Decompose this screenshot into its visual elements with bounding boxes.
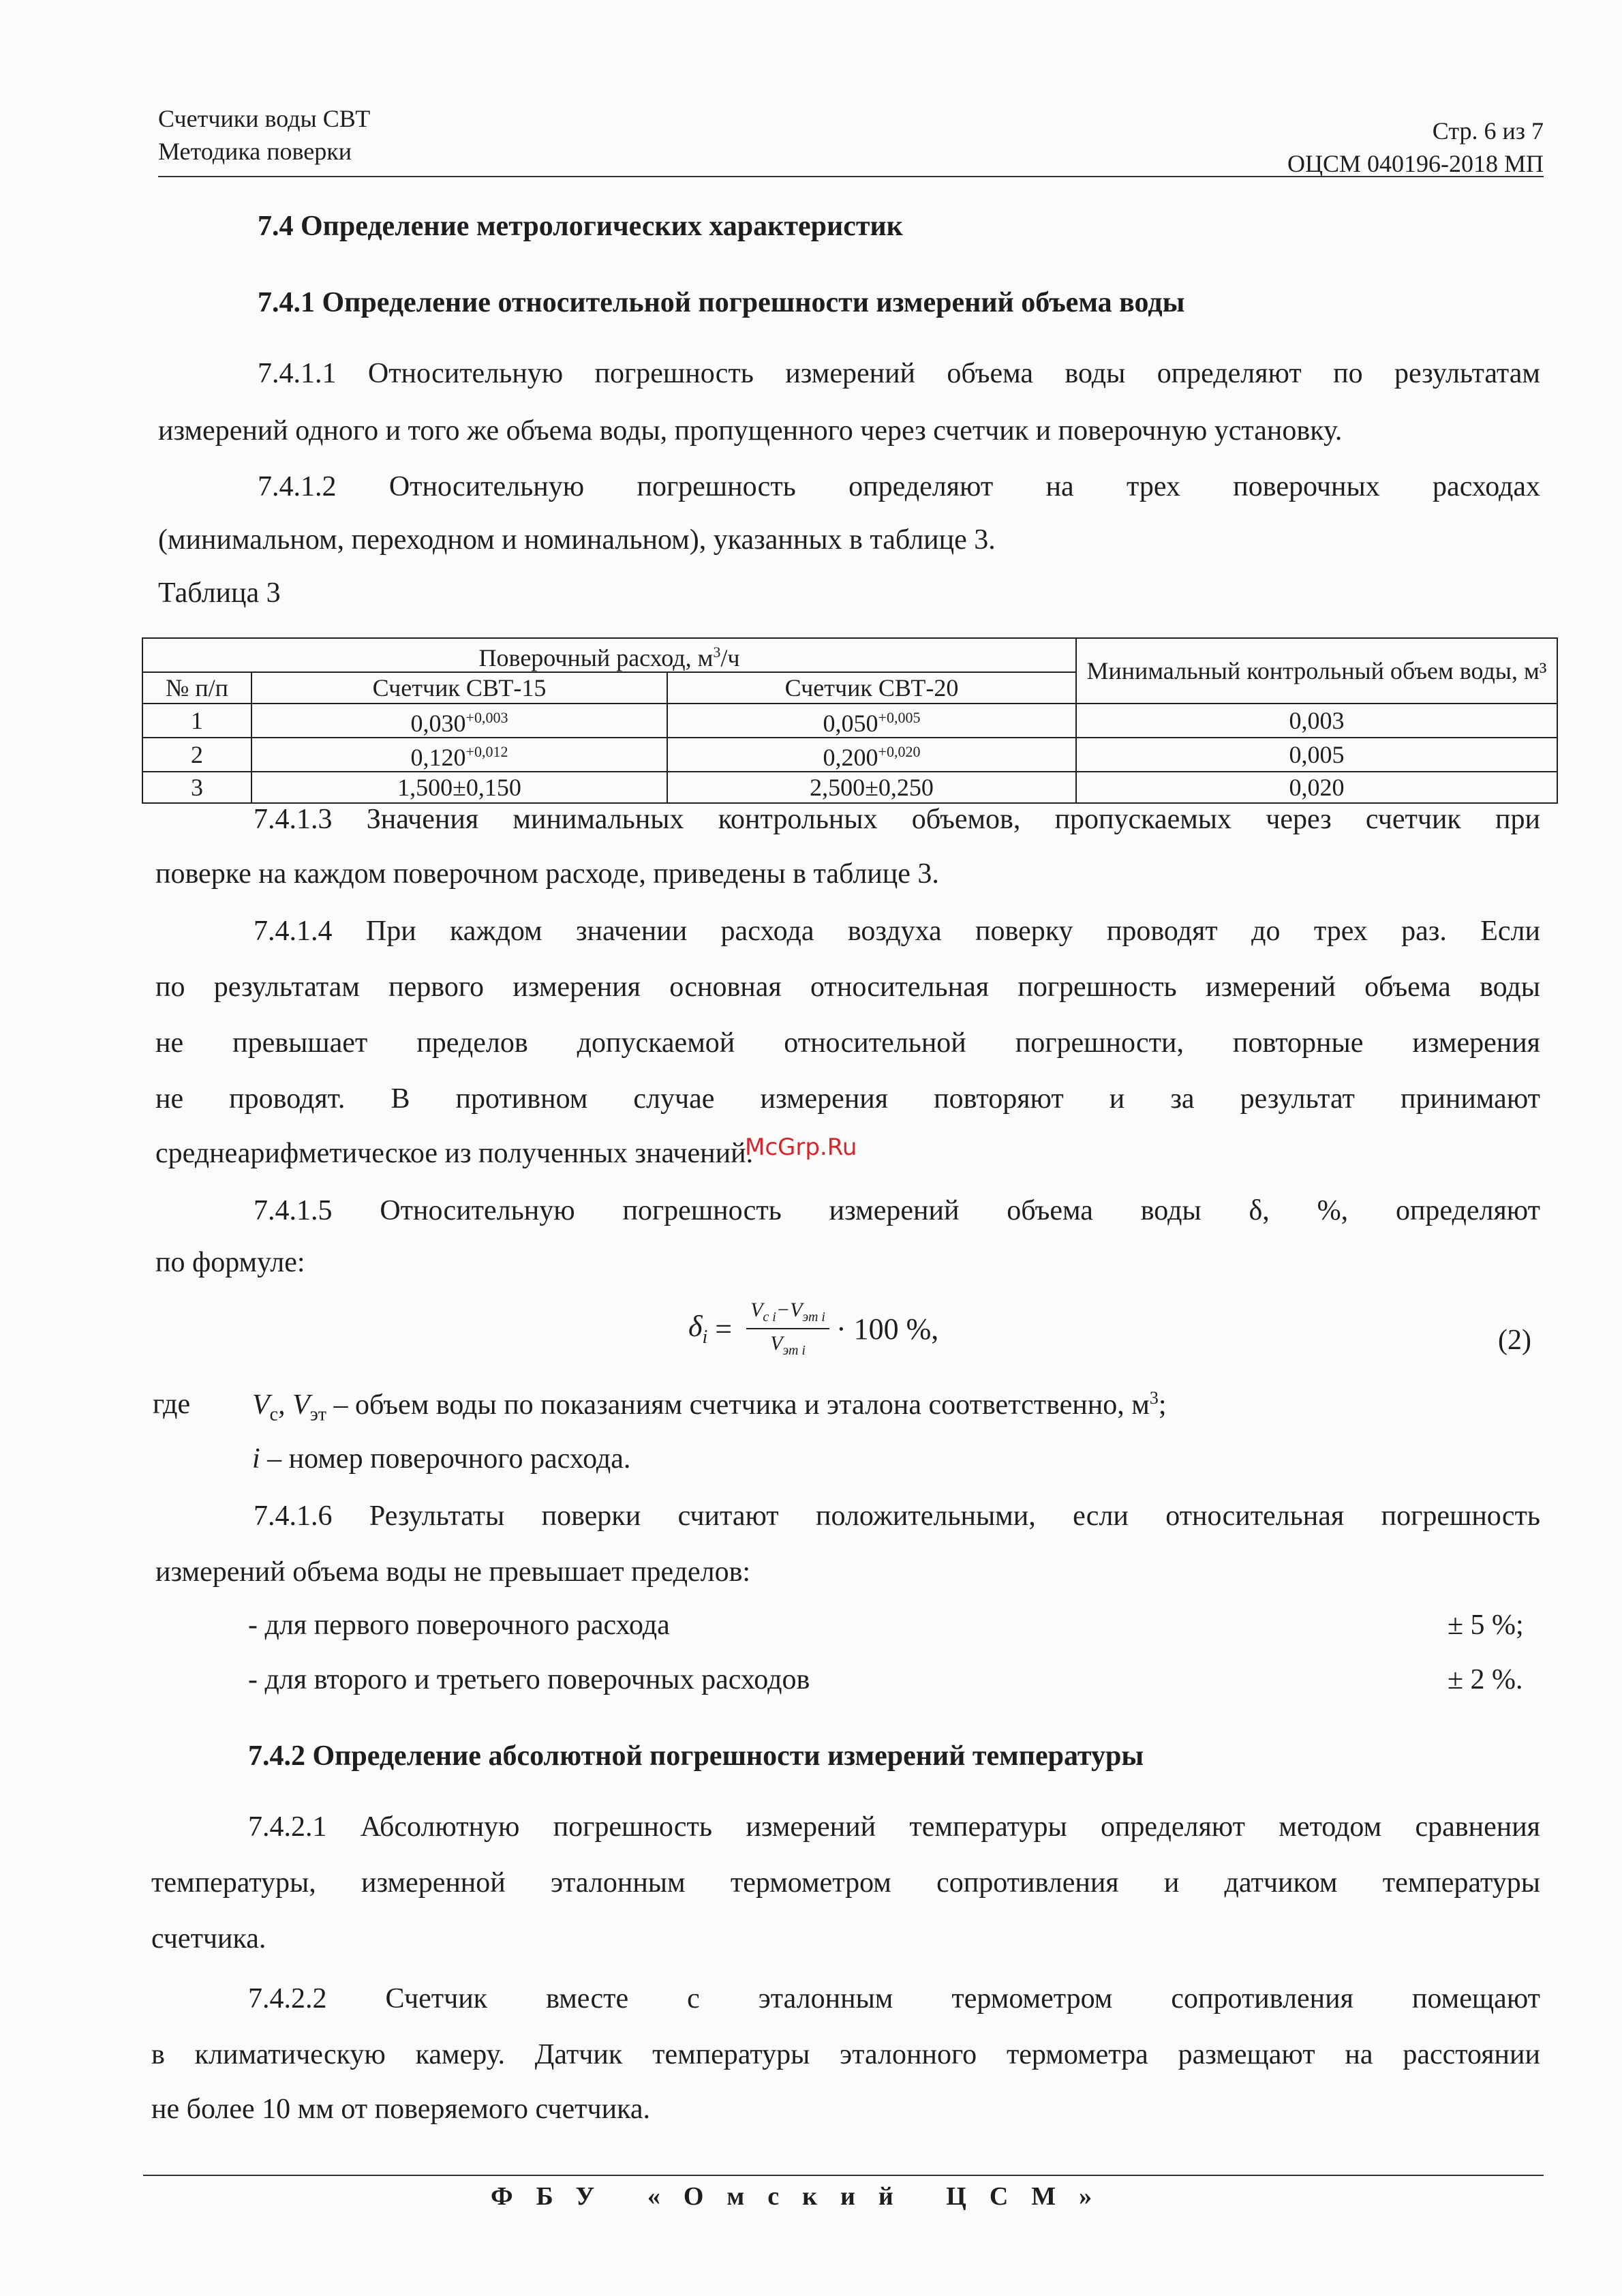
section-7-4-2-title: 7.4.2 Определение абсолютной погрешности измерений температуры bbox=[248, 1740, 1144, 1772]
footer-divider bbox=[143, 2175, 1544, 2176]
table-header-svt20: Счетчик СВТ-20 bbox=[667, 672, 1076, 704]
table-header-flow: Поверочный расход, $м^3/ч$ bbox=[142, 638, 1076, 672]
table-cell-svt20: $0,050^{+0,005}$ bbox=[667, 704, 1076, 738]
formula-2 bbox=[688, 1299, 938, 1359]
para-7-4-1-3-line2: поверке на каждом поверочном расходе, приведены в таблице 3. bbox=[155, 858, 939, 890]
formula-equals: = bbox=[707, 1312, 740, 1346]
header-doc-code: ОЦСМ 040196-2018 МП bbox=[1287, 150, 1544, 177]
table-row bbox=[142, 704, 1557, 738]
where-label: где bbox=[153, 1389, 191, 1420]
para-7-4-2-2-line1: 7.4.2.2 Счетчик вместе с эталонным термометром сопротивления помещают bbox=[248, 1983, 1540, 2014]
para-7-4-2-1-line3: счетчика. bbox=[151, 1923, 266, 1954]
footer-organization: ФБУ «Омский ЦСМ» bbox=[491, 2182, 1116, 2211]
para-7-4-1-1-line2: измерений одного и того же объема воды, пропущенного через счетчик и поверочную установку. bbox=[158, 415, 1343, 447]
table-cell-svt15: $0,030^{+0,003}$ bbox=[251, 704, 667, 738]
para-7-4-1-4-line4: не проводят. В противном случае измерения повторяют и за результат принимают bbox=[155, 1083, 1540, 1115]
para-7-4-1-3-line1: 7.4.1.3 Значения минимальных контрольных объемов, пропускаемых через счетчик при bbox=[254, 804, 1540, 835]
para-7-4-1-4-line3: не превышает пределов допускаемой относительной погрешности, повторные измерения bbox=[155, 1027, 1540, 1059]
limit-second-value: ± 2 %. bbox=[1448, 1664, 1523, 1695]
table-cell-svt20: 2,500±0,250 bbox=[667, 772, 1076, 803]
where-line2: i – номер поверочного расхода. bbox=[252, 1443, 631, 1475]
header-product: Счетчики воды СВТ bbox=[158, 105, 371, 132]
limit-first-value: ± 5 %; bbox=[1448, 1610, 1524, 1641]
header-divider bbox=[158, 176, 1544, 177]
table-3 bbox=[142, 637, 1558, 804]
table-cell-vmin: 0,003 bbox=[1076, 704, 1557, 738]
table-header-min-volume: Минимальный контрольный объем воды, м³ bbox=[1076, 638, 1557, 704]
para-7-4-1-2-line1: 7.4.1.2 Относительную погрешность определяют на трех поверочных расходах bbox=[258, 471, 1540, 502]
para-7-4-1-5-line2: по формуле: bbox=[155, 1247, 305, 1278]
para-7-4-2-1-line2: температуры, измеренной эталонным термометром сопротивления и датчиком температуры bbox=[151, 1867, 1540, 1899]
formula-number: (2) bbox=[1498, 1325, 1531, 1356]
table-row bbox=[142, 772, 1557, 803]
formula-fraction bbox=[746, 1299, 829, 1359]
formula-denominator: $V_{эт i}$ bbox=[770, 1332, 806, 1358]
para-7-4-1-6-line1: 7.4.1.6 Результаты поверки считают положительными, если относительная погрешность bbox=[254, 1500, 1540, 1532]
table-caption: Таблица 3 bbox=[158, 577, 281, 609]
para-7-4-1-6-line2: измерений объема воды не превышает пределов: bbox=[155, 1556, 751, 1588]
para-7-4-2-1-line1: 7.4.2.1 Абсолютную погрешность измерений температуры определяют методом сравнения bbox=[248, 1811, 1540, 1843]
table-cell-vmin: 0,020 bbox=[1076, 772, 1557, 803]
table-row bbox=[142, 738, 1557, 772]
where-line1: $V_с$, $V_{эт}$ – объем воды по показаниям счетчика и эталона соответственно, $м^3$; bbox=[252, 1388, 1167, 1425]
table-cell-svt15: $0,120^{+0,012}$ bbox=[251, 738, 667, 772]
section-7-4-1-title: 7.4.1 Определение относительной погрешности измерений объема воды bbox=[258, 287, 1185, 318]
section-7-4-title: 7.4 Определение метрологических характеристик bbox=[258, 211, 903, 242]
para-7-4-1-4-line1: 7.4.1.4 При каждом значении расхода воздуха поверку проводят до трех раз. Если bbox=[254, 916, 1540, 947]
table-cell-svt15: 1,500±0,150 bbox=[251, 772, 667, 803]
formula-lhs: $\delta_i$ bbox=[688, 1310, 708, 1348]
watermark: McGrp.Ru bbox=[745, 1134, 857, 1161]
para-7-4-1-4-line5: среднеарифметическое из полученных значений. bbox=[155, 1138, 754, 1169]
para-7-4-2-2-line2: в климатическую камеру. Датчик температуры эталонного термометра размещают на расстоянии bbox=[151, 2039, 1540, 2070]
header-doc-type: Методика поверки bbox=[158, 138, 352, 165]
para-7-4-1-1-line1: 7.4.1.1 Относительную погрешность измерений объема воды определяют по результатам bbox=[258, 358, 1540, 389]
table-header-svt15: Счетчик СВТ-15 bbox=[251, 672, 667, 704]
header-page-number: Стр. 6 из 7 bbox=[1432, 117, 1544, 145]
para-7-4-1-4-line2: по результатам первого измерения основная относительная погрешность измерений объема воды bbox=[155, 971, 1540, 1003]
para-7-4-2-2-line3: не более 10 мм от поверяемого счетчика. bbox=[151, 2094, 650, 2125]
header-left bbox=[158, 102, 370, 168]
formula-tail: · 100 %, bbox=[836, 1312, 939, 1346]
para-7-4-1-2-line2: (минимальном, переходном и номинальном), указанных в таблице 3. bbox=[158, 524, 996, 556]
limit-first-text: - для первого поверочного расхода bbox=[248, 1610, 670, 1641]
header-right bbox=[1287, 115, 1544, 180]
para-7-4-1-5-line1: 7.4.1.5 Относительную погрешность измерений объема воды δ, %, определяют bbox=[254, 1195, 1540, 1226]
table-header-no: № п/п bbox=[142, 672, 251, 704]
table-cell-no: 2 bbox=[142, 738, 251, 772]
table-cell-no: 1 bbox=[142, 704, 251, 738]
table-cell-no: 3 bbox=[142, 772, 251, 803]
table-cell-vmin: 0,005 bbox=[1076, 738, 1557, 772]
formula-numerator: $V_{с i}-V_{эт i}$ bbox=[746, 1299, 829, 1329]
table-cell-svt20: $0,200^{+0,020}$ bbox=[667, 738, 1076, 772]
limit-second-text: - для второго и третьего поверочных расходов bbox=[248, 1664, 810, 1695]
